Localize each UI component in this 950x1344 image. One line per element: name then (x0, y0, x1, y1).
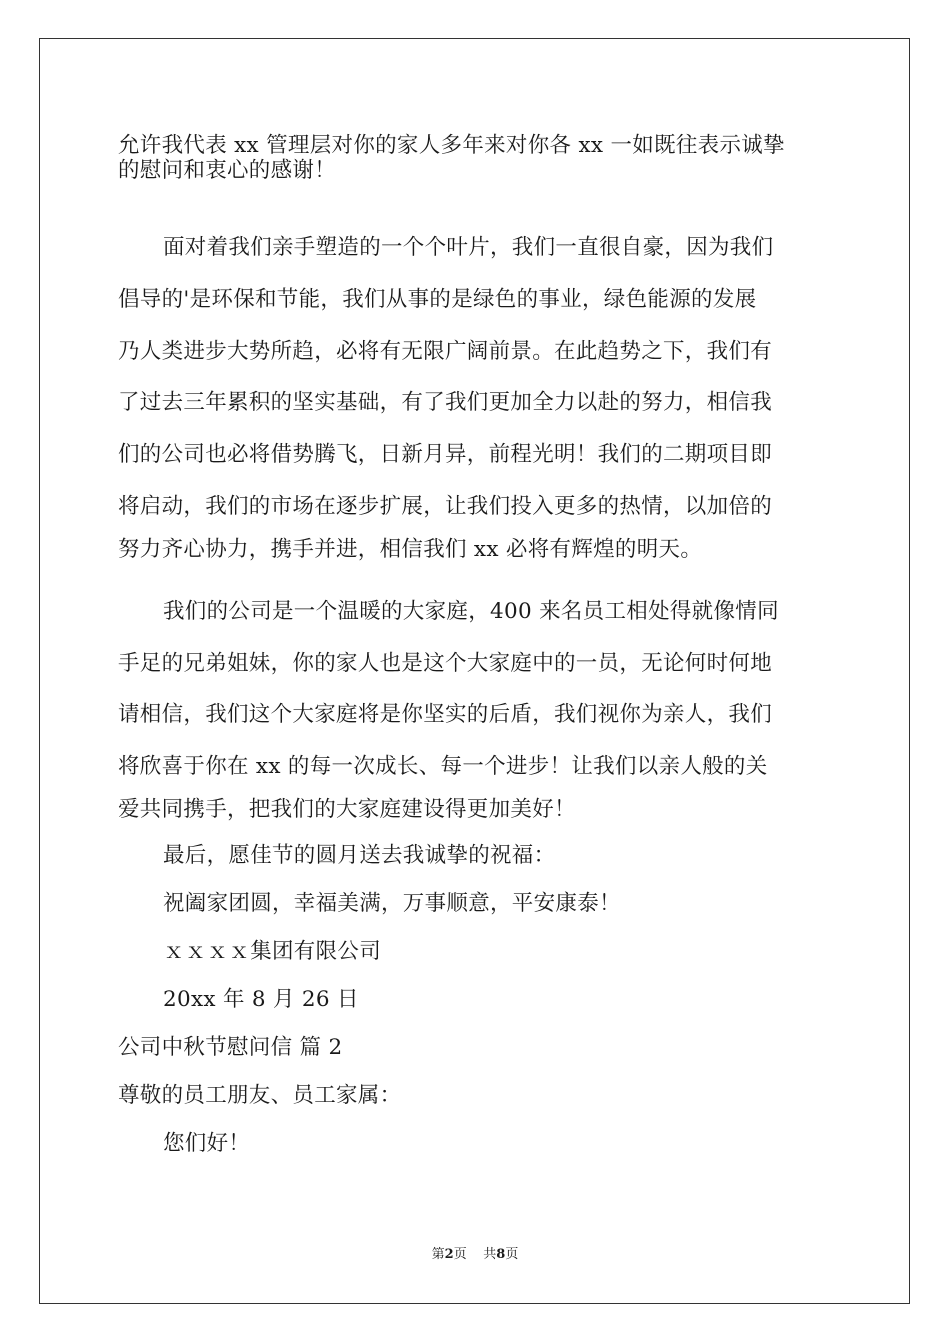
body-line-1: 允许我代表 xx 管理层对你的家人多年来对你各 xx 一如既往表示诚挚 (118, 133, 785, 158)
body-line-13: 将欣喜于你在 xx 的每一次成长、每一个进步！让我们以亲人般的关 (118, 754, 768, 779)
body-line-11: 手足的兄弟姐妹，你的家人也是这个大家庭中的一员，无论何时何地 (118, 651, 773, 676)
page-footer (0, 1246, 950, 1264)
body-line-14: 爱共同携手，把我们的大家庭建设得更加美好！ (118, 797, 576, 822)
total-suffix: 页 (505, 1247, 519, 1262)
greeting: 您们好！ (163, 1131, 251, 1156)
signature-company: ｘｘｘｘ集团有限公司 (163, 939, 382, 964)
salutation: 尊敬的员工朋友、员工家属： (118, 1083, 402, 1108)
body-line-10: 我们的公司是一个温暖的大家庭，400 来名员工相处得就像情同 (163, 599, 779, 624)
page-number: 2 (444, 1247, 454, 1262)
body-line-7: 们的公司也必将借势腾飞，日新月异，前程光明！我们的二期项目即 (118, 442, 773, 467)
page-prefix: 第 (431, 1247, 445, 1262)
body-line-4: 倡导的'是环保和节能，我们从事的是绿色的事业，绿色能源的发展 (118, 287, 757, 312)
signature-date: 20xx 年 8 月 26 日 (163, 987, 359, 1012)
closing-wish: 祝阖家团圆，幸福美满，万事顺意，平安康泰！ (163, 891, 621, 916)
section-title: 公司中秋节慰问信 篇 2 (118, 1035, 343, 1060)
body-line-2: 的慰问和衷心的感谢！ (118, 158, 337, 183)
closing-wish-intro: 最后，愿佳节的圆月送去我诚挚的祝福： (163, 843, 556, 868)
body-line-12: 请相信，我们这个大家庭将是你坚实的后盾，我们视你为亲人，我们 (118, 702, 773, 727)
body-line-3: 面对着我们亲手塑造的一个个叶片，我们一直很自豪，因为我们 (163, 235, 774, 260)
body-line-9: 努力齐心协力，携手并进，相信我们 xx 必将有辉煌的明天。 (118, 537, 703, 562)
body-line-5: 乃人类进步大势所趋，必将有无限广阔前景。在此趋势之下，我们有 (118, 339, 773, 364)
page-suffix: 页 (453, 1247, 467, 1262)
total-pages: 8 (496, 1247, 506, 1262)
body-line-6: 了过去三年累积的坚实基础，有了我们更加全力以赴的努力，相信我 (118, 390, 773, 415)
total-prefix: 共 (483, 1247, 497, 1262)
body-line-8: 将启动，我们的市场在逐步扩展，让我们投入更多的热情，以加倍的 (118, 494, 773, 519)
